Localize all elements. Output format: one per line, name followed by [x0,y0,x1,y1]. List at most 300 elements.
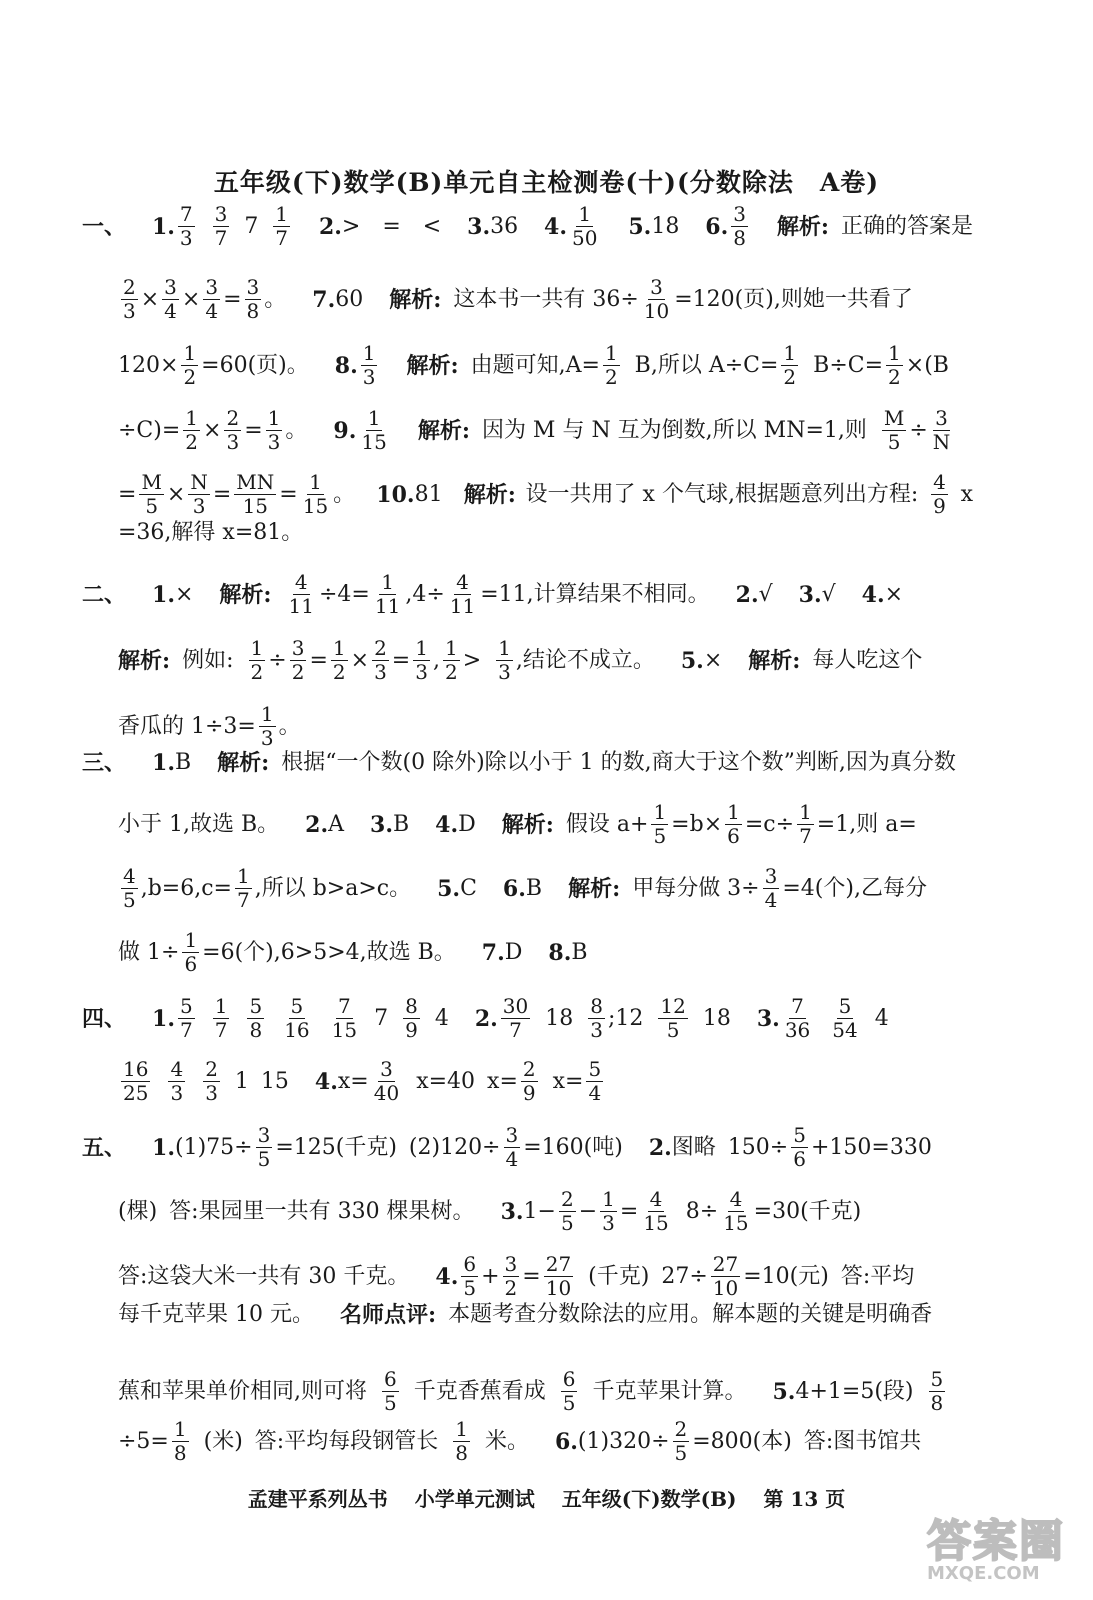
answer-line [118,1059,973,1104]
fraction-denominator: 36 [784,1018,811,1042]
answer-text: B [571,939,588,965]
fraction-denominator: 3 [226,430,240,454]
fraction-denominator: 2 [291,660,305,684]
fraction [247,996,264,1041]
answer-text: D [458,811,476,837]
fraction-denominator: 3 [179,226,193,250]
answer-text: 4+1=5(段) [795,1378,914,1404]
fraction [588,996,605,1041]
fraction-denominator: 8 [930,1391,944,1415]
answer-text: 120× [118,352,179,378]
fraction-denominator: 7 [214,1018,228,1042]
fraction-denominator: 3 [170,1081,184,1105]
fraction-numerator: 3 [257,1123,271,1147]
fraction [886,343,903,388]
answer-text: 7 [244,213,259,239]
fraction-numerator: 3 [733,202,746,226]
answer-text: 每千克苹果 10 元。 [118,1302,314,1327]
answer-text: 60 [335,286,364,312]
fraction-numerator: 8 [405,994,418,1018]
fraction-denominator: 11 [288,594,314,618]
fraction-denominator: 15 [723,1211,749,1235]
fraction-denominator: 2 [504,1276,518,1300]
answer-text: B [525,875,543,901]
answer-text: 27÷ [661,1263,708,1289]
fraction-numerator: 1 [275,202,289,226]
fraction [731,204,748,249]
fraction-denominator: 7 [179,1018,193,1042]
fraction [931,408,953,453]
question-number: 5. [437,875,461,902]
section-number: 三、 [82,750,127,776]
fraction-numerator: 1 [455,1417,468,1441]
answer-text: 根据“一个数(0 除外)除以小于 1 的数,商大于这个数”判断,因为真分数 [281,750,956,775]
answer-line [118,522,973,544]
fraction-numerator: 1 [214,994,228,1018]
answer-text: × [181,286,201,312]
fraction-denominator: 7 [799,824,812,848]
question-number: 1. [152,1005,175,1032]
fraction-denominator: 8 [249,1018,263,1042]
fraction-numerator: 30 [502,994,529,1018]
fraction [501,996,530,1041]
fraction [361,343,378,388]
fraction-numerator: 1 [367,406,381,430]
answer-text: 由题可知,A= [470,352,600,378]
answer-text: 36 [490,213,519,239]
fraction-numerator: 12 [660,994,686,1018]
answer-text: = [212,481,232,507]
answer-text: 本题考查分数除法的应用。解本题的关键是明确香 [448,1302,933,1327]
fraction-denominator: 3 [362,365,376,389]
watermark-url: MXQE.COM [927,1563,1040,1584]
answer-text: (千克) [588,1263,650,1289]
answer-line [118,408,973,453]
fraction-numerator: 27 [545,1252,572,1276]
answer-line [118,930,973,975]
answer-text: 答:平均每段钢管长 [254,1428,439,1454]
answer-text: 1− [523,1198,556,1224]
fraction-numerator: 3 [380,1057,393,1081]
fraction-denominator: 10 [643,299,670,323]
fraction [503,1254,520,1299]
answer-line [118,1304,973,1326]
answer-text: =36,解得 x=81。 [118,520,304,545]
fraction [504,1125,521,1170]
fraction-denominator: 5 [674,1441,688,1465]
fraction [178,996,195,1041]
fraction [213,204,230,249]
fraction [830,996,859,1041]
fraction-numerator: 6 [463,1252,477,1276]
fraction-numerator: 1 [309,470,322,494]
answer-line [118,277,973,322]
answer-text: 正确的答案是 [840,213,973,239]
fraction-denominator: 3 [205,1081,218,1105]
answer-text: 。 [333,481,356,507]
fraction [168,1059,185,1104]
fraction-denominator: 4 [164,299,177,323]
fraction [245,277,262,322]
answer-text: x=40 [416,1068,476,1094]
fraction-numerator: 3 [505,1123,519,1147]
question-number: 5. [772,1378,796,1405]
page-title: 五年级(下)数学(B)单元自主检测卷(十)(分数除法 A卷) [213,168,880,197]
fraction-denominator: 8 [733,226,746,250]
analysis-label: 解析: [219,581,272,608]
fraction-numerator: 4 [123,864,136,888]
question-number: 1. [152,581,175,608]
question-number: 3. [467,213,491,240]
question-number: 4. [435,1263,459,1290]
answer-text: D [504,939,523,965]
fraction-denominator: 15 [331,1018,358,1042]
answer-text: 图略 [671,1134,716,1160]
fraction-numerator: 4 [456,570,469,594]
fraction-numerator: 3 [246,275,260,299]
answer-text: C [460,875,477,901]
answer-text: A [328,811,345,837]
answer-text: = [279,481,298,507]
fraction [721,1189,750,1234]
fraction-numerator: 3 [650,275,663,299]
answer-line [82,996,973,1041]
question-number: 4. [435,811,459,838]
fraction-numerator: 1 [653,800,667,824]
fraction-numerator: M [883,406,905,430]
answer-text: = [244,417,263,443]
fraction [496,638,513,683]
answer-line [82,752,973,774]
answer-text: =160(吨) [523,1134,623,1160]
fraction [603,343,620,388]
answer-text: 假设 a+ [565,811,649,837]
answer-text: + [481,1263,500,1289]
answer-text: =b× [671,811,723,837]
question-number: 9. [333,417,357,444]
answer-text: 千克香蕉看成 [413,1378,546,1404]
answer-text: ,b=6,c= [140,875,232,901]
answer-line [118,1369,973,1414]
answer-text: 。 [285,417,308,443]
answer-text: 。 [278,713,301,739]
fraction [658,996,687,1041]
fraction-numerator: 1 [415,636,428,660]
answer-text: =c÷ [744,811,795,837]
answer-text: 答:平均 [840,1263,915,1289]
fraction-denominator: 2 [185,430,199,454]
fraction [725,802,742,847]
analysis-label: 解析: [501,811,554,838]
fraction-numerator: 1 [783,341,797,365]
fraction [203,1059,220,1104]
section-number: 五、 [82,1134,127,1161]
question-number: 4. [861,581,885,608]
fraction [224,408,241,453]
answer-text: 4 [874,1005,889,1031]
fraction-denominator: 3 [267,430,281,454]
answer-text: B÷C= [813,352,884,378]
answer-text: 18 [545,1005,574,1031]
answer-text: 81 [414,481,443,507]
answer-text: (棵) [118,1198,158,1224]
question-number: 2. [305,811,329,838]
answer-text: = [619,1198,639,1224]
fraction [453,1419,470,1464]
fraction-numerator: 5 [838,994,852,1018]
fraction-numerator: 6 [562,1367,576,1391]
fraction-numerator: MN [236,470,275,494]
answer-text: =10(元) [743,1263,829,1289]
fraction-numerator: 27 [712,1252,739,1276]
fraction-denominator: 15 [361,430,387,454]
fraction-denominator: 4 [764,888,778,912]
fraction-denominator: 5 [562,1391,576,1415]
answer-text: 千克苹果计算。 [592,1378,747,1404]
fraction [290,638,307,683]
fraction [121,866,138,911]
fraction-numerator: 2 [522,1057,536,1081]
question-number: 6. [502,875,526,902]
fraction [139,472,163,517]
fraction [461,1254,478,1299]
fraction [273,204,290,249]
fraction-denominator: 5 [384,1391,397,1415]
fraction-numerator: 1 [888,341,901,365]
fraction-numerator: 3 [764,864,778,888]
answer-line [118,1254,973,1299]
fraction [544,1254,573,1299]
fraction-denominator: 4 [205,299,219,323]
fraction-numerator: 8 [590,994,603,1018]
fraction [235,866,252,911]
fraction-denominator: 15 [242,494,269,518]
fraction-numerator: 1 [578,202,592,226]
analysis-label: 解析: [568,875,621,902]
question-number: 10. [376,481,415,508]
fraction-denominator: 16 [284,1018,310,1042]
analysis-label: 解析: [406,352,459,379]
fraction [181,343,198,388]
question-number: 1. [152,1134,175,1161]
question-number: 4. [314,1068,338,1095]
question-number: 5. [628,213,652,240]
fraction-denominator: 50 [572,226,598,250]
fraction-numerator: 6 [384,1367,397,1391]
answer-text: x= [487,1068,518,1094]
answer-line [118,472,973,517]
question-number: 8. [334,352,358,379]
fraction-numerator: 1 [173,1417,187,1441]
answer-line [118,638,973,683]
answer-text: > = < [341,213,442,239]
fraction-numerator: 3 [291,636,305,660]
answer-line [118,866,973,911]
question-number: 5. [680,647,704,674]
question-number: 7. [312,286,336,313]
fraction-numerator: 1 [381,570,394,594]
answer-text: ×(B [905,352,949,378]
answer-text: , [432,647,440,673]
analysis-label: 解析: [748,647,801,674]
fraction-denominator: 4 [505,1147,519,1171]
fraction-denominator: 4 [588,1081,602,1105]
fraction [178,204,195,249]
fraction-numerator: 4 [933,470,946,494]
fraction-numerator: 2 [226,406,240,430]
fraction-denominator: 9 [405,1018,418,1042]
answer-text: × [703,647,723,673]
fraction-denominator: 7 [275,226,289,250]
answer-text: x= [552,1068,584,1094]
question-number: 1. [151,213,175,240]
fraction-denominator: 5 [560,1211,574,1235]
answer-text: 蕉和苹果单价相同,则可将 [118,1378,367,1404]
fraction-numerator: 1 [602,1187,615,1211]
fraction-denominator: 8 [173,1441,187,1465]
answer-text: =60(页)。 [201,352,309,378]
answer-text: (米) [203,1428,243,1454]
fraction [711,1254,740,1299]
answer-text: B,所以 A÷C= [634,352,779,378]
fraction-denominator: 5 [463,1276,477,1300]
answer-text: = [522,1263,541,1289]
fraction-denominator: 11 [374,594,401,618]
fraction-numerator: 2 [560,1187,574,1211]
answer-text: 例如: [182,647,234,673]
answer-text: =6(个),6>5>4,故选 B。 [202,939,456,965]
fraction [203,277,220,322]
answer-line [82,1125,973,1170]
fraction [403,996,420,1041]
answer-text: =120(页),则她一共看了 [674,286,913,312]
fraction-denominator: 2 [444,660,458,684]
question-number: 6. [705,213,729,240]
watermark-logo [927,1505,1067,1585]
fraction-denominator: 3 [260,726,274,750]
fraction [249,638,266,683]
answer-text: =800(本) [692,1428,792,1454]
fraction-numerator: 1 [444,636,458,660]
answer-line [118,1189,973,1234]
fraction-numerator: 1 [250,636,264,660]
fraction-numerator: 1 [727,800,740,824]
analysis-label: 解析: [217,750,270,776]
fraction-denominator: N [932,430,951,454]
fraction [330,996,359,1041]
footer-page-number: 第 13 页 [763,1487,846,1511]
answer-text: =1,则 a= [816,811,917,837]
answer-text: × [350,647,370,673]
fraction-numerator: 3 [214,202,228,226]
fraction [641,1189,670,1234]
fraction [570,204,599,249]
answer-text: 15 [260,1068,289,1094]
answer-text: ÷C)= [118,417,181,443]
fraction-denominator: 8 [246,299,260,323]
answer-text: 18 [702,1005,731,1031]
fraction-numerator: 7 [179,202,193,226]
fraction-numerator: 2 [205,1057,218,1081]
fraction [797,802,814,847]
fraction-denominator: 3 [415,660,428,684]
answer-line [82,204,973,249]
answer-text: × [140,286,160,312]
analysis-label: 名师点评: [339,1302,437,1328]
fraction-numerator: 2 [674,1417,688,1441]
fraction [331,638,348,683]
fraction [372,1059,401,1104]
fraction-denominator: 3 [123,299,136,323]
analysis-label: 解析: [118,647,171,674]
fraction-numerator: 1 [799,800,812,824]
question-number: 2. [648,1134,672,1161]
fraction-numerator: 1 [260,702,274,726]
answer-text: × [884,581,904,607]
fraction-denominator: 2 [183,365,197,389]
section-number: 四、 [82,1005,127,1032]
watermark-logo-text: 答案圈 [927,1516,1065,1567]
fraction [651,802,668,847]
question-number: 1. [152,750,175,776]
fraction-denominator: 7 [237,888,250,912]
answer-text: × [166,481,186,507]
fraction-numerator: 1 [183,341,197,365]
answer-text: =4(个),乙每分 [782,875,927,901]
question-number: 2. [474,1005,498,1032]
fraction-numerator: 5 [179,994,193,1018]
footer-grade: 五年级(下)数学(B) [561,1487,737,1511]
fraction-denominator: 5 [257,1147,271,1171]
question-number: 7. [481,939,505,966]
fraction-denominator: 25 [123,1081,149,1105]
fraction-denominator: 9 [522,1081,536,1105]
question-number: 3. [370,811,393,838]
answer-text: 每人吃这个 [812,647,923,673]
fraction [172,1419,189,1464]
answer-text: ,结论不成立。 [515,647,655,673]
answer-text: = [223,286,242,312]
fraction-numerator: 3 [205,275,219,299]
question-number: 6. [554,1428,578,1455]
fraction [121,277,138,322]
fraction-numerator: 1 [267,406,281,430]
fraction [931,472,948,517]
answer-text: 7 [374,1005,389,1031]
fraction-denominator: 2 [250,660,264,684]
fraction [256,1125,273,1170]
answer-text: ÷ [268,647,287,673]
question-number: 3. [798,581,822,608]
answer-line [118,802,973,847]
footer-book: 小学单元测试 [414,1487,535,1511]
answer-line [118,704,973,749]
fraction [791,1125,808,1170]
answer-text: ,4÷ [405,581,445,607]
fraction [121,1059,150,1104]
fraction-denominator: 7 [214,226,228,250]
fraction-denominator: 5 [887,430,901,454]
fraction-numerator: 5 [249,994,263,1018]
fraction-numerator: 1 [498,636,511,660]
fraction-numerator: 1 [184,928,198,952]
fraction-numerator: 5 [793,1123,806,1147]
answer-text: =30(千克) [753,1198,862,1224]
answer-text: 答:果园里一共有 330 棵果树。 [169,1198,475,1224]
fraction-denominator: 5 [123,888,136,912]
fraction [182,930,199,975]
answer-text: = [118,481,137,507]
